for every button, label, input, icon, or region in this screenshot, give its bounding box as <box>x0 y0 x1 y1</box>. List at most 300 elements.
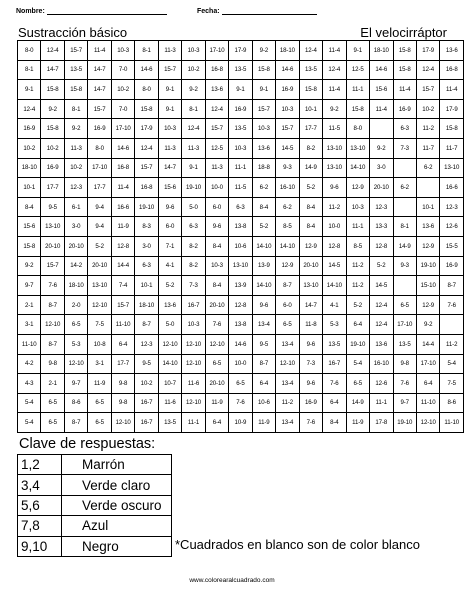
grid-cell: 20-10 <box>370 178 393 198</box>
grid-cell: 8-4 <box>205 276 228 296</box>
grid-cell: 12-8 <box>111 236 134 256</box>
grid-cell: 15-7 <box>135 158 158 178</box>
grid-row <box>18 236 464 256</box>
grid-cell: 9-4 <box>88 197 111 217</box>
grid-cell: 12-10 <box>205 334 228 354</box>
grid-cell: 15-8 <box>346 99 369 119</box>
grid-cell: 2-1 <box>18 295 41 315</box>
grid-cell: 6-4 <box>346 315 369 335</box>
grid-cell: 15-8 <box>299 80 322 100</box>
grid-cell: 3-0 <box>370 158 393 178</box>
grid-cell: 10-2 <box>135 374 158 394</box>
grid-cell: 16-10 <box>276 178 299 198</box>
grid-cell: 14-6 <box>370 60 393 80</box>
grid-cell: 16-9 <box>41 158 64 178</box>
grid-cell: 12-4 <box>370 315 393 335</box>
grid-cell: 9-8 <box>111 393 134 413</box>
grid-cell: 3-0 <box>64 217 87 237</box>
grid-cell: 9-3 <box>276 158 299 178</box>
grid-cell: 5-4 <box>440 354 464 374</box>
grid-cell: 7-6 <box>41 276 64 296</box>
grid-cell: 9-2 <box>182 80 205 100</box>
grid-cell: 11-10 <box>111 315 134 335</box>
grid-cell: 7-6 <box>205 315 228 335</box>
grid-cell: 11-2 <box>416 119 439 139</box>
grid-cell: 15-8 <box>41 119 64 139</box>
grid-cell: 8-0 <box>88 138 111 158</box>
grid-cell: 14-10 <box>158 354 181 374</box>
grid-cell: 10-3 <box>158 119 181 139</box>
grid-cell: 6-5 <box>88 413 111 433</box>
answer-key-color: Negro <box>62 536 172 556</box>
grid-cell: 11-5 <box>229 178 252 198</box>
grid-cell: 14-7 <box>88 80 111 100</box>
grid-cell: 14-7 <box>158 158 181 178</box>
grid-cell: 12-10 <box>88 295 111 315</box>
grid-cell: 10-3 <box>111 41 134 61</box>
grid-cell: 16-8 <box>135 178 158 198</box>
grid-cell: 15-8 <box>393 41 416 61</box>
date-label: Fecha: <box>197 8 220 15</box>
answer-key-row <box>18 475 172 495</box>
grid-cell: 16-6 <box>111 197 134 217</box>
grid-cell: 12-4 <box>416 60 439 80</box>
grid-cell: 11-4 <box>88 41 111 61</box>
grid-cell: 5-2 <box>346 295 369 315</box>
grid-cell: 11-10 <box>416 393 439 413</box>
grid-cell: 9-1 <box>158 80 181 100</box>
grid-cell: 14-6 <box>229 334 252 354</box>
grid-row <box>18 197 464 217</box>
grid-cell: 12-3 <box>64 178 87 198</box>
grid-cell: 11-1 <box>346 217 369 237</box>
grid-cell: 13-3 <box>370 217 393 237</box>
grid-cell: 10-2 <box>111 80 134 100</box>
grid-cell: 14-6 <box>276 60 299 80</box>
grid-cell: 12-10 <box>182 334 205 354</box>
grid-cell: 12-4 <box>299 41 322 61</box>
grid-cell: 5-0 <box>182 197 205 217</box>
grid-cell: 9-6 <box>299 334 322 354</box>
grid-cell: 2-1 <box>41 374 64 394</box>
grid-cell: 5-4 <box>18 413 41 433</box>
grid-row <box>18 295 464 315</box>
grid-cell: 4-1 <box>323 295 346 315</box>
grid-cell: 13-5 <box>229 60 252 80</box>
grid-cell: 5-2 <box>299 178 322 198</box>
grid-cell: 6-5 <box>346 374 369 394</box>
grid-cell: 13-10 <box>323 158 346 178</box>
grid-cell: 15-6 <box>18 217 41 237</box>
grid-cell: 14-7 <box>41 60 64 80</box>
grid-cell: 7-6 <box>323 374 346 394</box>
grid-cell: 16-6 <box>440 178 464 198</box>
grid-cell: 8-4 <box>18 197 41 217</box>
grid-cell: 6-2 <box>416 158 439 178</box>
grid-cell: 8-7 <box>41 334 64 354</box>
grid-cell: 19-10 <box>393 413 416 433</box>
grid-row <box>18 413 464 433</box>
grid-cell: 11-7 <box>440 138 464 158</box>
grid-cell: 14-9 <box>393 236 416 256</box>
grid-cell: 12-8 <box>323 236 346 256</box>
grid-cell <box>393 158 416 178</box>
grid-cell: 10-3 <box>276 99 299 119</box>
grid-cell: 11-4 <box>440 80 464 100</box>
grid-cell: 13-4 <box>276 334 299 354</box>
grid-cell: 8-6 <box>440 393 464 413</box>
subtraction-grid <box>17 40 464 433</box>
grid-cell: 9-2 <box>41 99 64 119</box>
grid-cell: 14-10 <box>252 276 275 296</box>
grid-row <box>18 334 464 354</box>
grid-cell: 12-5 <box>346 60 369 80</box>
grid-cell: 6-5 <box>276 315 299 335</box>
date-line <box>222 7 317 15</box>
answer-key-numbers: 7,8 <box>18 516 62 536</box>
grid-cell: 5-4 <box>346 354 369 374</box>
grid-cell: 10-2 <box>182 60 205 80</box>
grid-cell: 7-1 <box>158 236 181 256</box>
grid-cell: 15-8 <box>393 60 416 80</box>
grid-cell: 18-10 <box>370 41 393 61</box>
grid-cell: 11-1 <box>370 393 393 413</box>
grid-cell: 17-9 <box>440 99 464 119</box>
grid-cell: 9-8 <box>41 354 64 374</box>
grid-cell: 12-10 <box>111 413 134 433</box>
grid-cell: 12-8 <box>229 295 252 315</box>
grid-cell: 9-1 <box>18 80 41 100</box>
grid-cell: 14-10 <box>276 236 299 256</box>
grid-cell: 8-4 <box>205 236 228 256</box>
grid-cell: 13-10 <box>323 138 346 158</box>
grid-cell: 9-1 <box>158 99 181 119</box>
blank-squares-note: *Cuadrados en blanco son de color blanco <box>175 537 421 552</box>
grid-cell: 9-1 <box>252 80 275 100</box>
grid-cell: 12-4 <box>370 295 393 315</box>
grid-cell <box>416 178 439 198</box>
grid-cell: 11-2 <box>346 256 369 276</box>
grid-cell: 12-10 <box>182 393 205 413</box>
grid-cell: 13-4 <box>276 374 299 394</box>
answer-key-table <box>17 454 172 557</box>
grid-cell: 11-2 <box>440 334 464 354</box>
grid-cell: 14-10 <box>323 276 346 296</box>
grid-cell: 7-0 <box>111 60 134 80</box>
website-footer: www.colorearalcuadrado.com <box>189 577 275 584</box>
grid-cell: 8-4 <box>252 197 275 217</box>
grid-cell: 13-9 <box>252 256 275 276</box>
grid-cell: 16-9 <box>393 99 416 119</box>
grid-cell: 15-6 <box>370 80 393 100</box>
grid-cell: 20-10 <box>88 256 111 276</box>
grid-cell: 12-9 <box>276 256 299 276</box>
grid-cell: 13-8 <box>229 315 252 335</box>
answer-key-color: Verde claro <box>62 475 172 495</box>
grid-cell: 11-2 <box>346 276 369 296</box>
grid-cell: 9-4 <box>88 217 111 237</box>
grid-cell: 10-9 <box>229 413 252 433</box>
grid-cell: 9-6 <box>299 374 322 394</box>
grid-cell: 10-0 <box>229 354 252 374</box>
grid-cell: 10-3 <box>252 119 275 139</box>
grid-cell: 10-3 <box>182 315 205 335</box>
date-field <box>197 7 317 15</box>
grid-cell: 8-4 <box>299 197 322 217</box>
grid-cell: 7-6 <box>440 295 464 315</box>
grid-cell: 6-4 <box>252 374 275 394</box>
grid-cell <box>370 119 393 139</box>
grid-row <box>18 354 464 374</box>
grid-cell: 19-10 <box>182 178 205 198</box>
grid-cell: 9-2 <box>64 119 87 139</box>
grid-cell: 12-4 <box>41 41 64 61</box>
grid-cell: 20-10 <box>299 256 322 276</box>
grid-cell: 13-6 <box>416 217 439 237</box>
grid-cell: 8-1 <box>18 60 41 80</box>
grid-cell: 15-7 <box>64 41 87 61</box>
grid-cell: 17-10 <box>393 315 416 335</box>
grid-cell: 9-7 <box>64 374 87 394</box>
grid-cell: 7-0 <box>111 99 134 119</box>
grid-cell: 16-9 <box>88 119 111 139</box>
grid-cell: 12-9 <box>416 295 439 315</box>
grid-cell: 17-9 <box>416 41 439 61</box>
grid-cell: 12-9 <box>299 236 322 256</box>
grid-cell: 6-3 <box>182 217 205 237</box>
grid-cell: 11-2 <box>276 393 299 413</box>
grid-cell: 14-7 <box>299 295 322 315</box>
grid-cell: 11-4 <box>111 178 134 198</box>
grid-cell: 8-7 <box>41 295 64 315</box>
grid-cell: 14-4 <box>416 334 439 354</box>
answer-key-numbers: 1,2 <box>18 455 62 475</box>
grid-row <box>18 276 464 296</box>
grid-cell <box>440 315 464 335</box>
grid-cell: 9-8 <box>111 374 134 394</box>
grid-cell: 20-10 <box>41 236 64 256</box>
answer-key-numbers: 5,6 <box>18 495 62 515</box>
grid-cell: 9-6 <box>158 197 181 217</box>
grid-cell: 12-10 <box>41 315 64 335</box>
grid-cell: 11-9 <box>88 374 111 394</box>
grid-row <box>18 393 464 413</box>
grid-cell: 8-5 <box>276 217 299 237</box>
grid-cell: 6-3 <box>229 197 252 217</box>
grid-cell: 9-8 <box>393 354 416 374</box>
grid-cell: 17-10 <box>88 158 111 178</box>
grid-cell: 6-5 <box>88 393 111 413</box>
grid-cell: 6-4 <box>323 393 346 413</box>
grid-cell: 11-1 <box>346 80 369 100</box>
grid-cell: 6-4 <box>205 413 228 433</box>
grid-cell: 16-9 <box>18 119 41 139</box>
grid-cell: 6-0 <box>276 295 299 315</box>
grid-cell: 4-2 <box>18 354 41 374</box>
grid-cell: 8-4 <box>323 413 346 433</box>
grid-cell: 10-1 <box>18 178 41 198</box>
grid-cell: 11-5 <box>323 119 346 139</box>
grid-cell: 11-8 <box>299 315 322 335</box>
grid-cell: 15-8 <box>18 236 41 256</box>
grid-cell: 14-4 <box>111 256 134 276</box>
grid-cell: 3-1 <box>88 354 111 374</box>
grid-cell: 8-0 <box>346 119 369 139</box>
grid-cell: 14-6 <box>111 138 134 158</box>
grid-cell: 6-2 <box>393 178 416 198</box>
grid-cell <box>393 197 416 217</box>
answer-key-color: Azul <box>62 516 172 536</box>
grid-cell: 10-1 <box>135 276 158 296</box>
grid-cell: 10-2 <box>64 158 87 178</box>
grid-cell: 5-3 <box>64 334 87 354</box>
name-line <box>47 7 167 15</box>
grid-cell: 8-2 <box>299 138 322 158</box>
grid-cell: 11-3 <box>64 138 87 158</box>
grid-cell: 15-7 <box>111 295 134 315</box>
grid-cell: 17-9 <box>135 119 158 139</box>
grid-row <box>18 217 464 237</box>
answer-key-row <box>18 455 172 475</box>
grid-cell: 10-6 <box>229 236 252 256</box>
grid-cell: 13-6 <box>205 80 228 100</box>
grid-cell: 15-8 <box>64 80 87 100</box>
grid-cell: 13-10 <box>299 276 322 296</box>
grid-cell: 16-9 <box>299 393 322 413</box>
grid-row <box>18 315 464 335</box>
grid-row <box>18 60 464 80</box>
grid-cell: 12-4 <box>323 60 346 80</box>
grid-cell: 16-8 <box>205 60 228 80</box>
grid-cell: 6-5 <box>41 413 64 433</box>
grid-cell: 8-7 <box>135 315 158 335</box>
grid-cell: 10-3 <box>346 197 369 217</box>
grid-cell: 7-6 <box>393 374 416 394</box>
grid-cell: 6-5 <box>393 295 416 315</box>
grid-cell: 17-8 <box>370 413 393 433</box>
grid-cell: 9-1 <box>229 80 252 100</box>
grid-cell: 12-9 <box>416 236 439 256</box>
grid-cell: 7-5 <box>88 315 111 335</box>
grid-cell: 20-10 <box>205 374 228 394</box>
grid-cell: 9-5 <box>252 334 275 354</box>
grid-cell: 20-10 <box>205 295 228 315</box>
grid-cell: 18-10 <box>64 276 87 296</box>
grid-cell: 13-6 <box>370 334 393 354</box>
grid-cell: 13-6 <box>440 41 464 61</box>
grid-cell: 13-6 <box>252 138 275 158</box>
grid-cell: 11-3 <box>182 138 205 158</box>
grid-cell: 13-5 <box>229 119 252 139</box>
grid-row <box>18 41 464 61</box>
grid-cell: 8-0 <box>135 80 158 100</box>
grid-cell: 5-3 <box>323 315 346 335</box>
grid-cell: 6-1 <box>64 197 87 217</box>
grid-cell: 3-0 <box>135 236 158 256</box>
grid-cell: 8-7 <box>276 276 299 296</box>
grid-cell: 9-6 <box>323 178 346 198</box>
grid-cell: 7-3 <box>182 276 205 296</box>
grid-cell: 6-3 <box>135 256 158 276</box>
grid-cell: 12-4 <box>135 138 158 158</box>
grid-cell: 16-7 <box>135 393 158 413</box>
grid-cell: 2-0 <box>64 295 87 315</box>
grid-cell: 17-9 <box>229 41 252 61</box>
grid-cell: 12-6 <box>370 374 393 394</box>
worksheet-subtitle: El velocirráptor <box>360 25 447 40</box>
answer-key-title: Clave de respuestas: <box>19 436 156 452</box>
grid-cell: 8-7 <box>252 354 275 374</box>
grid-cell: 18-10 <box>276 41 299 61</box>
grid-cell: 13-9 <box>229 276 252 296</box>
answer-key-row <box>18 536 172 556</box>
grid-cell: 9-1 <box>182 158 205 178</box>
grid-cell: 10-1 <box>416 197 439 217</box>
grid-cell: 12-4 <box>182 119 205 139</box>
grid-cell: 15-7 <box>88 99 111 119</box>
grid-cell: 11-6 <box>182 374 205 394</box>
grid-cell: 6-4 <box>416 374 439 394</box>
name-field <box>16 7 167 15</box>
grid-row <box>18 119 464 139</box>
grid-cell: 8-6 <box>64 393 87 413</box>
worksheet-title: Sustracción básico <box>18 25 128 40</box>
grid-cell: 11-4 <box>370 99 393 119</box>
grid-cell: 9-2 <box>416 315 439 335</box>
grid-cell: 13-4 <box>252 315 275 335</box>
grid-cell: 15-7 <box>205 119 228 139</box>
grid-cell: 8-1 <box>135 41 158 61</box>
grid-cell: 18-10 <box>135 295 158 315</box>
grid-cell: 9-2 <box>370 138 393 158</box>
grid-cell: 10-1 <box>299 99 322 119</box>
grid-cell: 12-8 <box>370 236 393 256</box>
grid-cell: 12-3 <box>135 334 158 354</box>
grid-cell: 19-10 <box>135 197 158 217</box>
grid-cell: 15-5 <box>440 236 464 256</box>
grid-cell: 6-0 <box>158 217 181 237</box>
grid-cell: 15-10 <box>416 276 439 296</box>
grid-cell: 12-5 <box>205 138 228 158</box>
grid-cell: 6-5 <box>41 393 64 413</box>
grid-row <box>18 374 464 394</box>
grid-cell: 9-7 <box>393 393 416 413</box>
grid-cell: 8-3 <box>135 217 158 237</box>
grid-cell: 4-3 <box>18 374 41 394</box>
grid-cell: 12-10 <box>182 354 205 374</box>
grid-cell: 12-4 <box>205 99 228 119</box>
grid-cell: 10-6 <box>252 393 275 413</box>
grid-row <box>18 99 464 119</box>
grid-cell: 9-6 <box>252 295 275 315</box>
grid-cell: 13-5 <box>158 413 181 433</box>
grid-cell: 10-2 <box>18 138 41 158</box>
grid-cell: 14-5 <box>370 276 393 296</box>
grid-cell: 11-1 <box>182 413 205 433</box>
grid-cell: 11-9 <box>346 413 369 433</box>
grid-cell: 6-4 <box>111 334 134 354</box>
grid-row <box>18 138 464 158</box>
grid-cell: 12-6 <box>440 217 464 237</box>
grid-cell: 12-3 <box>370 197 393 217</box>
grid-cell: 6-5 <box>64 315 87 335</box>
grid-cell: 7-5 <box>440 374 464 394</box>
grid-cell: 13-10 <box>346 138 369 158</box>
grid-cell: 14-6 <box>135 60 158 80</box>
grid-cell: 15-6 <box>158 178 181 198</box>
grid-cell: 11-10 <box>18 334 41 354</box>
grid-cell: 16-9 <box>440 256 464 276</box>
